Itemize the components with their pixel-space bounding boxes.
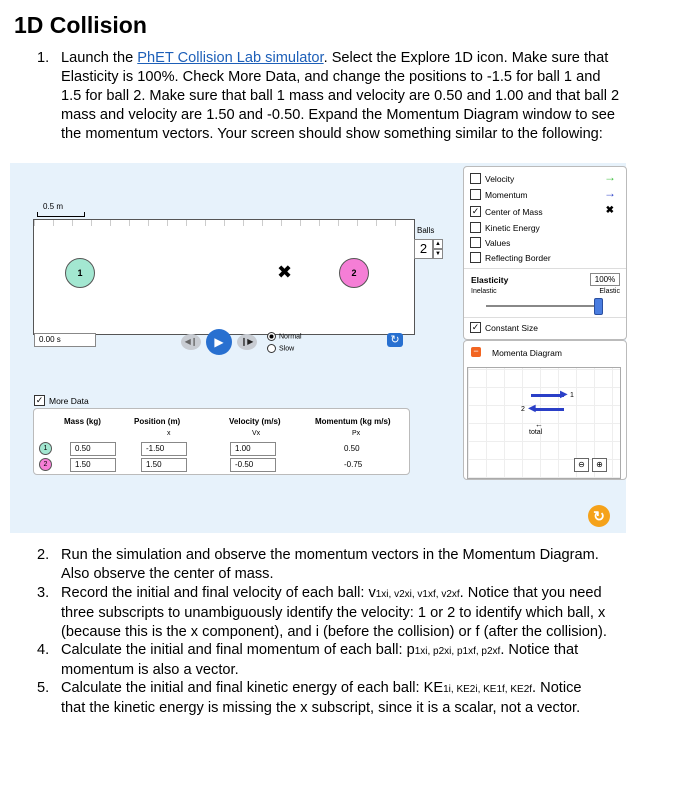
step-text: Elasticity is 100%. Check More Data, and change the positions to -1.5 for ball 1 and: [61, 69, 601, 85]
center-of-mass-icon: ✖: [277, 262, 293, 282]
zoom-out-icon[interactable]: ⊖: [574, 458, 589, 472]
step-text: . Notice that: [500, 642, 579, 658]
momentum-value-2: -0.75: [344, 460, 363, 469]
momenta-diagram-panel: [463, 340, 627, 480]
momentum-vector-1-head-icon: ▶: [560, 389, 568, 400]
subheader-momentum: Px: [352, 430, 361, 437]
vector-label-1: 1: [570, 392, 574, 399]
subheader-position: x: [167, 430, 171, 437]
elasticity-slider-track[interactable]: [486, 305, 598, 307]
increment-icon[interactable]: ▲: [433, 239, 443, 249]
elasticity-value: 100%: [590, 273, 620, 286]
row-ball-2-icon: 2: [39, 458, 52, 471]
momentum-value-1: 0.50: [344, 444, 360, 453]
velocity-arrow-icon: →: [604, 170, 616, 184]
momentum-checkbox[interactable]: Momentum: [470, 190, 528, 201]
divider: [464, 317, 626, 318]
time-display: 0.00 s: [34, 333, 96, 347]
ball-1[interactable]: 1: [65, 258, 95, 288]
mass-input-1[interactable]: 0.50: [70, 442, 116, 456]
scale-label: 0.5 m: [43, 202, 64, 211]
step-number: 4.: [37, 642, 50, 658]
step-text: Record the initial and final velocity of each ball: v: [61, 585, 376, 601]
step-text: . Notice that you need: [459, 585, 602, 601]
values-checkbox[interactable]: Values: [470, 238, 510, 249]
step-text: mass and velocity are 1.50 and -0.50. Expand the Momentum Diagram window to see: [61, 107, 616, 123]
position-input-1[interactable]: -1.50: [141, 442, 187, 456]
momenta-grid: [467, 367, 621, 479]
step-text: Calculate the initial and final kinetic energy of each ball: KE: [61, 680, 444, 696]
step-text: 1.5 for ball 2. Make sure that ball 1 mass and velocity are 0.50 and 1.00 and that ball 2: [61, 88, 620, 104]
step-number: 2.: [37, 547, 50, 563]
step-text: . Notice: [532, 680, 582, 696]
simulator-screenshot: [10, 163, 626, 533]
momenta-diagram-title: Momenta Diagram: [492, 348, 562, 358]
balls-label: Balls: [417, 226, 435, 235]
total-label: total: [529, 429, 543, 436]
step-text: three subscripts to unambiguously identify the velocity: 1 or 2 to identify which ball, x: [61, 605, 606, 621]
balls-count: 2: [414, 239, 433, 259]
constant-size-checkbox[interactable]: ✓ Constant Size: [471, 322, 538, 333]
kinetic-energy-checkbox[interactable]: Kinetic Energy: [470, 223, 540, 234]
play-area[interactable]: [33, 219, 415, 335]
total-vector-icon: ←: [535, 420, 543, 429]
more-data-table: [33, 408, 410, 475]
momentum-arrow-icon: →: [604, 186, 616, 200]
header-position: Position (m): [134, 417, 181, 426]
center-of-mass-legend-icon: ✖: [605, 205, 614, 216]
ruler-ticks: [34, 220, 414, 226]
speed-normal-radio[interactable]: Normal: [267, 332, 302, 341]
position-input-2[interactable]: 1.50: [141, 458, 187, 472]
step-text: that the kinetic energy is missing the x subscript, since it is a scalar, not a vector.: [61, 700, 581, 716]
step-number: 3.: [37, 585, 50, 601]
header-momentum: Momentum (kg m/s): [315, 417, 391, 426]
elastic-label: Elastic: [599, 288, 620, 295]
step-text: Run the simulation and observe the momentum vectors in the Momentum Diagram.: [61, 547, 599, 563]
center-of-mass-checkbox[interactable]: ✓ Center of Mass: [471, 206, 543, 217]
display-options-panel: [463, 166, 627, 340]
mass-input-2[interactable]: 1.50: [70, 458, 116, 472]
step-text: Launch the: [61, 50, 138, 66]
step-text: Calculate the initial and final momentum of each ball: p: [61, 642, 415, 658]
restart-button[interactable]: ↻: [387, 333, 403, 347]
step-text: . Select the Explore 1D icon. Make sure that: [323, 50, 609, 66]
inelastic-label: Inelastic: [471, 288, 497, 295]
step-text: Also observe the center of mass.: [61, 566, 274, 582]
ball-2[interactable]: 2: [339, 258, 369, 288]
velocity-variables: 1xi, v2xi, v1xf, v2xf: [375, 589, 460, 600]
page-title: 1D Collision: [14, 12, 147, 38]
velocity-input-1[interactable]: 1.00: [230, 442, 276, 456]
elasticity-label: Elasticity: [471, 275, 509, 285]
reflecting-border-checkbox[interactable]: Reflecting Border: [470, 253, 551, 264]
header-mass: Mass (kg): [64, 417, 101, 426]
momentum-variables: 1xi, p2xi, p1xf, p2xf: [414, 646, 501, 657]
elasticity-slider-thumb[interactable]: [594, 298, 603, 315]
step-text: (because this is the x component), and i (before the collision) or f (after the collision).: [61, 624, 607, 640]
scale-bar: [37, 212, 85, 217]
more-data-checkbox[interactable]: ✓ More Data: [35, 395, 89, 406]
vector-label-2: 2: [521, 406, 525, 413]
row-ball-1-icon: 1: [39, 442, 52, 455]
header-velocity: Velocity (m/s): [229, 417, 281, 426]
velocity-input-2[interactable]: -0.50: [230, 458, 276, 472]
collapse-icon[interactable]: −: [471, 347, 481, 357]
balls-stepper[interactable]: [433, 239, 443, 257]
play-button[interactable]: ▶: [206, 329, 232, 355]
kinetic-energy-variables: 1i, KE2i, KE1f, KE2f: [443, 684, 533, 695]
reset-all-button[interactable]: ↻: [588, 505, 610, 527]
momentum-vector-2: [534, 408, 564, 411]
subheader-velocity: Vx: [252, 430, 261, 437]
decrement-icon[interactable]: ▼: [433, 249, 443, 259]
phet-collision-lab-link[interactable]: PhET Collision Lab simulator: [137, 50, 324, 66]
zoom-in-icon[interactable]: ⊕: [592, 458, 607, 472]
step-number: 5.: [37, 680, 50, 696]
step-number: 1.: [37, 50, 50, 66]
velocity-checkbox[interactable]: Velocity: [470, 174, 514, 185]
step-back-button[interactable]: ◀❙: [181, 334, 201, 350]
speed-slow-radio[interactable]: Slow: [267, 344, 294, 353]
step-text: the momentum vectors. Your screen should show something similar to the following:: [61, 126, 603, 142]
momentum-vector-2-head-icon: ◀: [528, 403, 536, 414]
step-text: momentum is also a vector.: [61, 662, 239, 678]
step-forward-button[interactable]: ❙▶: [237, 334, 257, 350]
divider: [464, 268, 626, 269]
